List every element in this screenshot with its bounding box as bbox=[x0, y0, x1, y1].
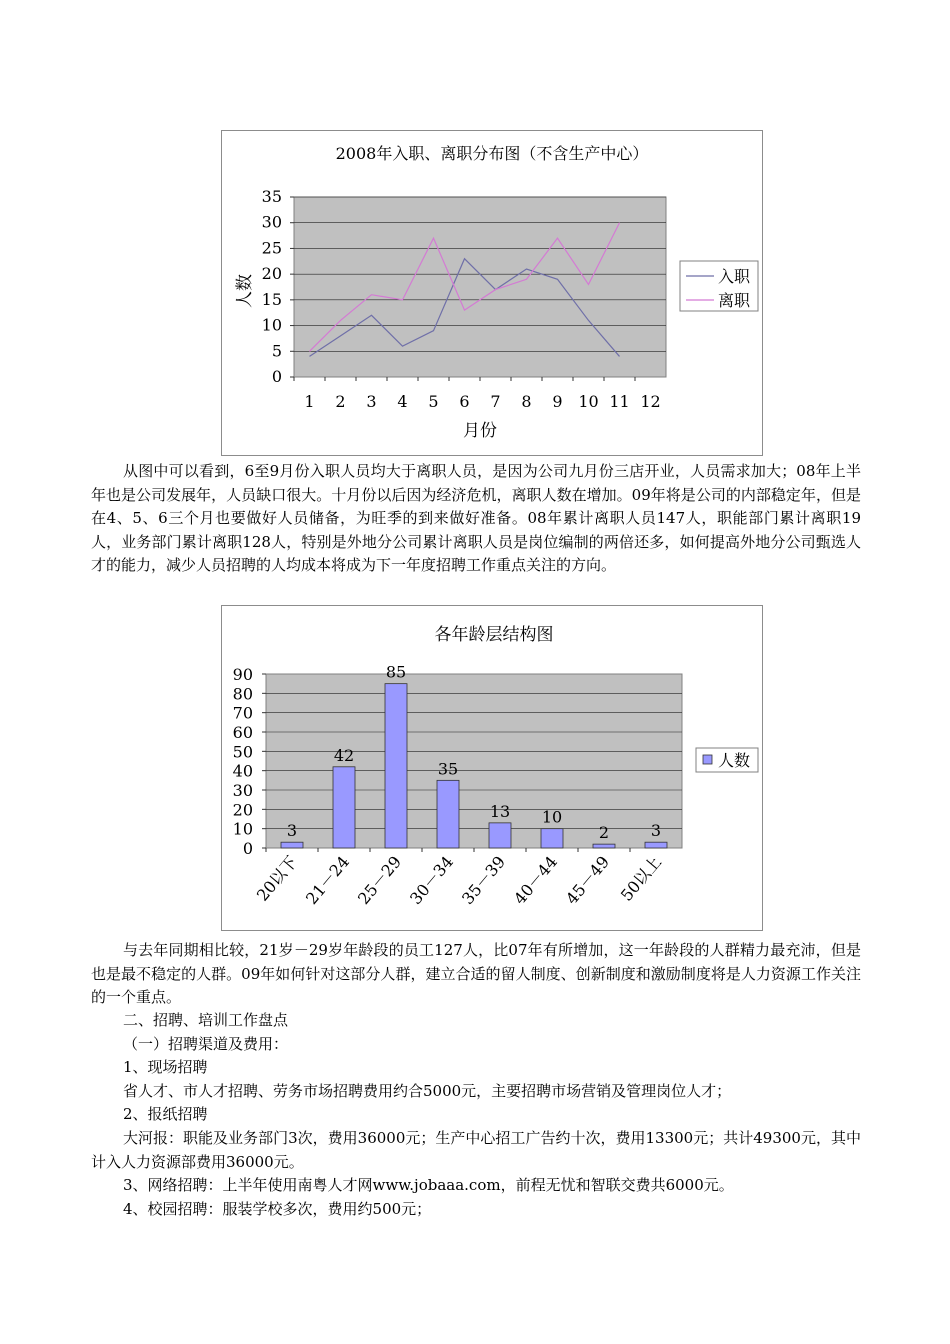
item-campus-recruit: 4、校园招聘：服装学校多次，费用约500元； bbox=[123, 1200, 432, 1218]
item-onsite-recruit: 1、现场招聘 bbox=[123, 1058, 208, 1076]
y-tick-label: 15 bbox=[261, 289, 282, 309]
x-tick-label: 7 bbox=[490, 392, 501, 411]
y-tick-label: 0 bbox=[271, 367, 282, 386]
x-tick-label: 11 bbox=[609, 392, 630, 411]
chart-title: 各年龄层结构图 bbox=[434, 625, 554, 645]
bar-data-label: 3 bbox=[286, 821, 298, 841]
y-tick-label: 25 bbox=[261, 238, 282, 258]
hire-leave-line-chart bbox=[221, 130, 763, 456]
bar-data-label: 10 bbox=[541, 807, 563, 827]
legend-label: 人数 bbox=[718, 751, 751, 770]
x-axis-label: 月份 bbox=[463, 421, 497, 441]
paragraph-age-analysis: 与去年同期相比较，21岁－29岁年龄段的员工127人，比07年有所增加，这一年龄段的人群精力最充沛，但是也是最不稳定的人群。09年如何针对这部分人群，建立合适的留人制度、创新制度和激励制度将是人力资源工作关注的一个重点。 bbox=[91, 941, 861, 1007]
subsection-heading-channels: （一）招聘渠道及费用： bbox=[123, 1035, 289, 1053]
legend-label-2: 离职 bbox=[718, 291, 751, 310]
y-tick-label: 80 bbox=[232, 684, 253, 704]
y-tick-label: 0 bbox=[242, 839, 253, 858]
y-tick-label: 20 bbox=[261, 264, 282, 284]
x-tick-label: 25－29 bbox=[354, 852, 406, 909]
item-newspaper-recruit: 2、报纸招聘 bbox=[123, 1105, 208, 1123]
line-chart-svg bbox=[222, 131, 762, 455]
legend-swatch bbox=[703, 755, 712, 764]
section-heading-recruit-training: 二、招聘、培训工作盘点 bbox=[123, 1011, 289, 1029]
plot-area bbox=[294, 197, 666, 377]
plot-area bbox=[266, 674, 682, 848]
paragraph-hire-analysis: 从图中可以看到，6至9月份入职人员均大于离职人员，是因为公司九月份三店开业，人员需求加大；08年上半年也是公司发展年，人员缺口很大。十月份以后因为经济危机，离职人数在增加。09年将是公司的内部稳定年，但是在4、5、6三个月也要做好人员储备，为旺季的到来做好准备。08年累计离职人员147人，职能部门累计离职19人，业务部门累计离职128人，特别是外地分公司累计离职人员是岗位编制的两倍还多，如何提高外地分公司甄选人才的能力，减少人员招聘的人均成本将成为下一年度招聘工作重点关注的方向。 bbox=[91, 462, 861, 575]
x-tick-label: 1 bbox=[304, 392, 315, 411]
bar bbox=[489, 823, 511, 848]
item-newspaper-recruit-detail: 大河报：职能及业务部门3次，费用36000元；生产中心招工广告约十次，费用13300元；共计49300元，其中计入人力资源部费用36000元。 bbox=[91, 1129, 861, 1171]
bar bbox=[541, 829, 563, 848]
x-tick-label: 2 bbox=[335, 392, 346, 411]
y-tick-label: 5 bbox=[271, 341, 282, 361]
bar-data-label: 13 bbox=[489, 801, 511, 821]
x-tick-label: 20以下 bbox=[252, 852, 302, 905]
bar-data-label: 42 bbox=[333, 745, 355, 765]
y-tick-label: 60 bbox=[232, 723, 253, 742]
y-tick-label: 70 bbox=[232, 703, 253, 723]
chart-title: 2008年入职、离职分布图（不含生产中心） bbox=[335, 144, 649, 163]
item-onsite-recruit-detail: 省人才、市人才招聘、劳务市场招聘费用约合5000元，主要招聘市场营销及管理岗位人才； bbox=[123, 1082, 732, 1100]
y-tick-label: 35 bbox=[261, 187, 282, 206]
legend-label-1: 入职 bbox=[718, 267, 751, 286]
item-online-recruit: 3、网络招聘：上半年使用南粤人才网www.jobaaa.com，前程无忧和智联交费共6000元。 bbox=[123, 1176, 734, 1194]
x-tick-label: 3 bbox=[366, 392, 377, 411]
x-tick-label: 40－44 bbox=[510, 852, 562, 909]
x-tick-label: 5 bbox=[428, 392, 439, 411]
bar-data-label: 2 bbox=[598, 823, 610, 843]
y-tick-label: 50 bbox=[232, 742, 253, 762]
bar-data-label: 35 bbox=[437, 759, 459, 779]
y-tick-label: 10 bbox=[261, 315, 282, 335]
x-tick-label: 21－24 bbox=[302, 852, 354, 909]
y-tick-label: 90 bbox=[232, 665, 253, 684]
x-tick-label: 45－49 bbox=[562, 852, 614, 909]
bar bbox=[593, 844, 615, 848]
bar bbox=[333, 767, 355, 848]
x-tick-label: 4 bbox=[397, 392, 408, 411]
y-tick-label: 30 bbox=[261, 212, 282, 232]
y-axis-label: 人数 bbox=[235, 274, 255, 308]
x-tick-label: 30－34 bbox=[406, 852, 458, 909]
bar-chart-svg bbox=[222, 606, 762, 930]
bar bbox=[437, 780, 459, 848]
y-tick-label: 10 bbox=[232, 819, 253, 839]
x-tick-label: 9 bbox=[552, 392, 563, 411]
y-tick-label: 30 bbox=[232, 781, 253, 800]
y-tick-label: 20 bbox=[232, 800, 253, 820]
age-structure-bar-chart bbox=[221, 605, 763, 931]
bar bbox=[645, 842, 667, 848]
bar bbox=[281, 842, 303, 848]
bar bbox=[385, 684, 407, 848]
x-tick-label: 50以上 bbox=[616, 852, 666, 905]
x-tick-label: 8 bbox=[521, 392, 532, 411]
bar-data-label: 85 bbox=[385, 662, 407, 682]
y-tick-label: 40 bbox=[232, 761, 253, 781]
x-tick-label: 10 bbox=[578, 392, 599, 411]
x-tick-label: 35－39 bbox=[458, 852, 510, 909]
x-tick-label: 6 bbox=[459, 392, 470, 411]
bar-data-label: 3 bbox=[650, 821, 662, 841]
x-tick-label: 12 bbox=[640, 392, 661, 411]
